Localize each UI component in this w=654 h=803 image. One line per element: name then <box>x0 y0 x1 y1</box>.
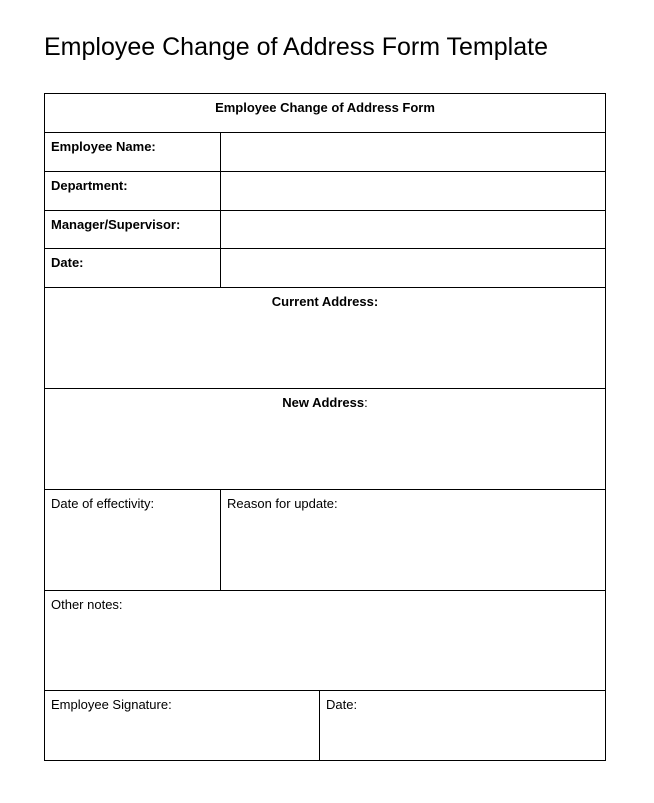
effectivity-reason-row <box>45 490 605 591</box>
department-label: Department: <box>45 172 221 210</box>
other-notes-field[interactable] <box>45 591 605 690</box>
manager-row <box>45 211 605 249</box>
employee-name-label: Employee Name: <box>45 133 221 171</box>
new-address-heading <box>45 389 605 489</box>
current-address-row[interactable] <box>45 288 605 389</box>
change-of-address-form <box>44 93 606 761</box>
manager-supervisor-label: Manager/Supervisor: <box>45 211 221 248</box>
new-address-colon: : <box>364 395 368 410</box>
employee-signature-label: Employee Signature: <box>51 697 172 712</box>
signature-row <box>45 691 605 760</box>
current-address-label: Current Address: <box>271 294 379 309</box>
form-header: Employee Change of Address Form <box>215 100 435 115</box>
department-field[interactable] <box>221 172 605 210</box>
new-address-label: New Address <box>282 395 365 410</box>
employee-name-field[interactable] <box>221 133 605 171</box>
reason-for-update-field[interactable] <box>221 490 605 590</box>
other-notes-row[interactable] <box>45 591 605 691</box>
date-row <box>45 249 605 288</box>
date-of-effectivity-label: Date of effectivity: <box>51 496 155 511</box>
department-row <box>45 172 605 211</box>
employee-name-row <box>45 133 605 172</box>
other-notes-label: Other notes: <box>51 597 123 612</box>
date-of-effectivity-field[interactable] <box>45 490 221 590</box>
reason-for-update-label: Reason for update: <box>227 496 338 511</box>
form-header-row <box>45 94 605 133</box>
page-title: Employee Change of Address Form Template <box>44 33 548 61</box>
signature-date-field[interactable] <box>320 691 605 760</box>
employee-signature-field[interactable] <box>45 691 320 760</box>
signature-date-label: Date: <box>326 697 358 712</box>
date-label: Date: <box>45 249 221 287</box>
date-field[interactable] <box>221 249 605 287</box>
manager-supervisor-field[interactable] <box>221 211 605 248</box>
new-address-row[interactable] <box>45 389 605 490</box>
